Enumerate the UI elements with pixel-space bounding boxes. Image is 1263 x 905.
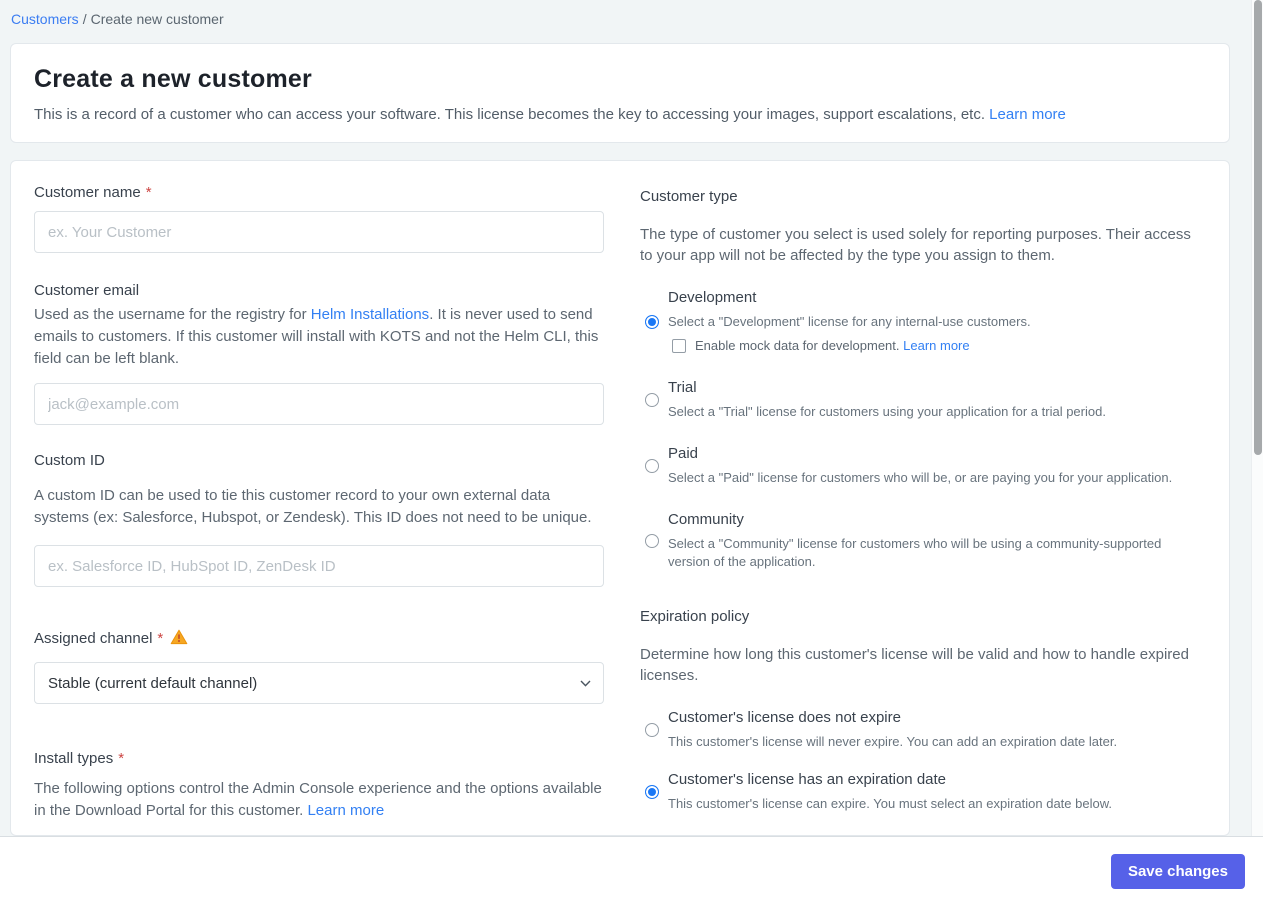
install-types-label: Install types *: [34, 750, 125, 767]
option-label: Community: [668, 511, 744, 528]
expiration-option-has-expiration: [640, 770, 1193, 813]
install-types-group: [34, 749, 604, 822]
customer-email-group: [34, 281, 604, 425]
breadcrumb-customers-link[interactable]: Customers: [11, 11, 79, 27]
option-description: Select a "Community" license for customers who will be using a community-supported version of the application.: [668, 536, 1162, 569]
custom-id-input[interactable]: [34, 545, 604, 587]
customer-name-label: Customer name *: [34, 184, 152, 201]
breadcrumb-current: Create new customer: [90, 11, 224, 27]
footer-bar: [0, 836, 1263, 905]
assigned-channel-select-wrap: [34, 662, 604, 704]
customer-type-heading: Customer type: [640, 188, 738, 205]
option-description: Select a "Development" license for any internal-use customers.: [668, 314, 1031, 329]
option-description: Select a "Trial" license for customers using your application for a trial period.: [668, 404, 1106, 419]
page-title: Create a new customer: [34, 65, 312, 93]
expiration-policy-description: Determine how long this customer's license will be valid and how to handle expired licenses.: [640, 646, 1189, 684]
customer-type-option-trial: [640, 378, 1193, 421]
customer-email-input[interactable]: [34, 383, 604, 425]
header-card: [10, 43, 1230, 143]
form-right-column: [640, 183, 1193, 835]
assigned-channel-group: [34, 629, 604, 704]
scrollbar-thumb[interactable]: [1254, 0, 1262, 455]
custom-id-group: [34, 451, 604, 587]
form-left-column: [34, 183, 604, 835]
expiration-policy-options: [640, 708, 1193, 813]
warning-icon: [170, 629, 188, 645]
option-description: This customer's license can expire. You must select an expiration date below.: [668, 796, 1112, 811]
customer-type-option-paid: [640, 444, 1193, 487]
option-label: Trial: [668, 379, 697, 396]
header-learn-more-link[interactable]: Learn more: [989, 106, 1066, 123]
option-description: This customer's license will never expire. You can add an expiration date later.: [668, 734, 1118, 749]
mock-data-checkbox-row: [672, 337, 1193, 355]
expiration-option-no-expire: [640, 708, 1193, 751]
mock-data-label: Enable mock data for development. Learn more: [695, 338, 970, 353]
scrollbar[interactable]: [1251, 0, 1263, 836]
option-label: Paid: [668, 445, 699, 462]
helm-installations-link[interactable]: Helm Installations: [310, 306, 430, 323]
install-types-description: The following options control the Admin Console experience and the options available in the Download Portal for this customer. Learn more: [34, 780, 602, 819]
option-label: Customer's license does not expire: [668, 709, 901, 726]
customer-type-option-community: [640, 510, 1193, 571]
customer-name-input[interactable]: [34, 211, 604, 253]
customer-type-option-development: [640, 288, 1193, 355]
mock-data-checkbox[interactable]: [672, 339, 686, 353]
breadcrumb: [0, 0, 1263, 27]
license-has-expiration-radio[interactable]: [645, 785, 659, 799]
install-types-learn-more-link[interactable]: Learn more: [307, 802, 385, 819]
paid-radio[interactable]: [645, 459, 659, 473]
customer-name-group: [34, 183, 604, 253]
option-label: Customer's license has an expiration date: [668, 771, 947, 788]
customer-type-description: The type of customer you select is used solely for reporting purposes. Their access to your app will not be affected by the type you assign to them.: [640, 226, 1191, 264]
customer-email-label: Customer email: [34, 282, 140, 299]
required-asterisk: *: [118, 750, 125, 767]
customer-email-description: Used as the username for the registry for Helm Installations. It is never used to send emails to customers. If this customer will install with KOTS and not the Helm CLI, this field can be left blank.: [34, 306, 599, 367]
assigned-channel-select[interactable]: [34, 662, 604, 704]
custom-id-description: A custom ID can be used to tie this customer record to your own external data systems (ex: Salesforce, Hubspot, or Zendesk). This ID does not need to be unique.: [34, 487, 592, 526]
community-radio[interactable]: [645, 534, 659, 548]
assigned-channel-label: Assigned channel *: [34, 629, 604, 649]
page-description: This is a record of a customer who can access your software. This license becomes the key to accessing your images, support escalations, etc. Learn more: [34, 106, 1066, 123]
trial-radio[interactable]: [645, 393, 659, 407]
breadcrumb-separator: /: [82, 11, 87, 27]
required-asterisk: *: [145, 184, 152, 201]
save-changes-button[interactable]: Save changes: [1111, 854, 1245, 889]
custom-id-label: Custom ID: [34, 452, 105, 469]
expiration-policy-heading: Expiration policy: [640, 608, 750, 625]
create-customer-form: [10, 160, 1230, 836]
license-does-not-expire-radio[interactable]: [645, 723, 659, 737]
option-description: Select a "Paid" license for customers who will be, or are paying you for your application.: [668, 470, 1173, 485]
development-radio[interactable]: [645, 315, 659, 329]
option-label: Development: [668, 289, 757, 306]
mock-data-learn-more-link[interactable]: Learn more: [903, 338, 970, 353]
required-asterisk: *: [157, 630, 164, 647]
